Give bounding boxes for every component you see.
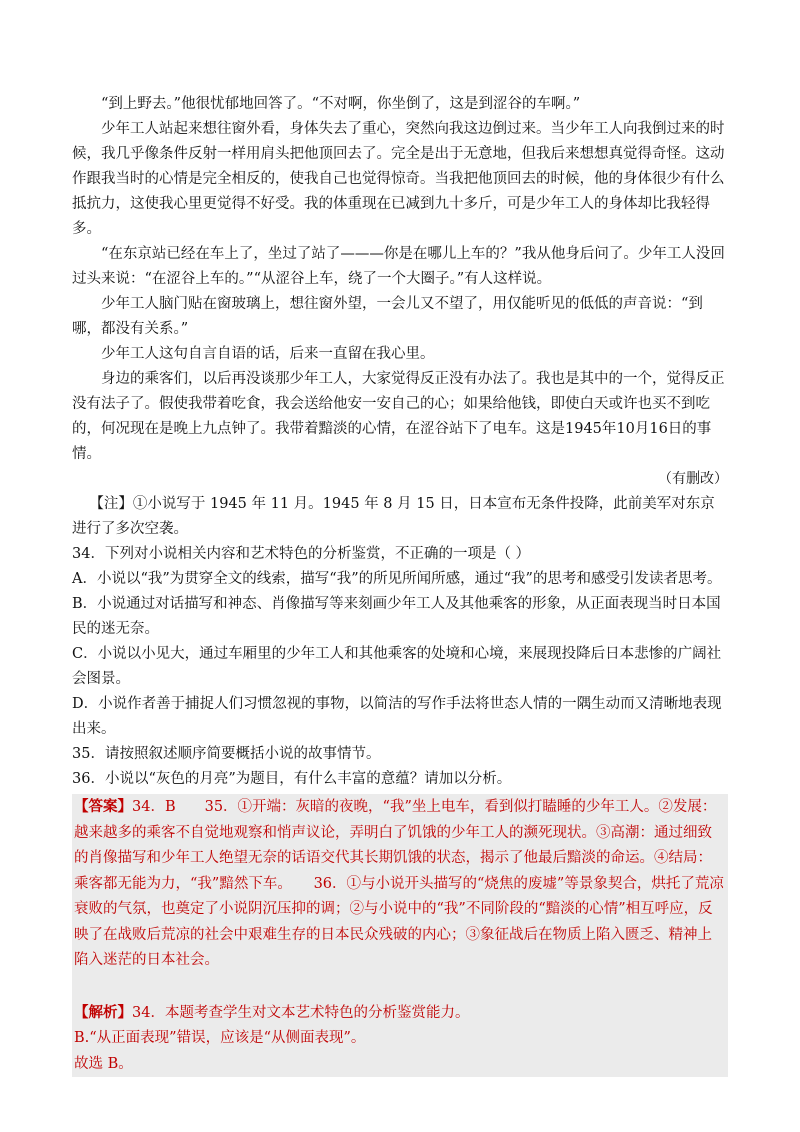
story-paragraph: 少年工人这句自言自语的话，后来一直留在我心里。 bbox=[101, 346, 435, 362]
story-paragraph: 少年工人站起来想往窗外看，身体失去了重心，突然向我这边倒过来。当少年工人向我倒过来的时候，我几乎像条件反射一样用肩头把他顶回去了。完全是出于无意地，但我后来想想真觉得奇怪。这动作跟我当时的心情是完全相反的，使我自己也觉得惊奇。当我把他顶回去的时候，他的身体很少有什么抵抗力，这使我心里更觉得不好受。我的体重现在已减到九十多斤，可是少年工人的身体却比我轻得多。 bbox=[72, 121, 725, 237]
story-paragraph: 少年工人脑门贴在窗玻璃上，想往窗外望，一会儿又不望了，用仅能听见的低低的声音说：“到哪，都没有关系。” bbox=[72, 296, 703, 337]
option-c: C．小说以小见大，通过车厢里的少年工人和其他乘客的处境和心境，来展现投降后日本悲惨的广阔社会图景。 bbox=[72, 646, 722, 687]
question-34: 34．下列对小说相关内容和艺术特色的分析鉴赏，不正确的一项是（ ） bbox=[72, 546, 531, 562]
analysis-line3: 故选 B。 bbox=[74, 1055, 133, 1072]
question-36: 36．小说以“灰色的月亮”为题目，有什么丰富的意蕴？请加以分析。 bbox=[72, 771, 512, 787]
option-d: D．小说作者善于捕捉人们习惯忽视的事物，以简洁的写作手法将世态人情的一隅生动而又清晰地表现出来。 bbox=[72, 696, 722, 737]
question-35: 35．请按照叙述顺序简要概括小说的故事情节。 bbox=[72, 746, 381, 762]
document-page bbox=[72, 92, 728, 1077]
option-a: A．小说以“我”为贯穿全文的线索，描写“我”的所见所闻所感，通过“我”的思考和感受引发读者思考。 bbox=[72, 571, 722, 587]
analysis-tag: 【解析】 bbox=[74, 1003, 132, 1021]
source-note: （有删改） bbox=[658, 471, 728, 487]
story-paragraph: 身边的乘客们，以后再没谈那少年工人，大家觉得反正没有办法了。我也是其中的一个，觉得反正没有法子了。假使我带着吃食，我会送给他安一安自己的心；如果给他钱，即使白天或许也买不到吃的，何况现在是晚上九点钟了。我带着黯淡的心情，在涩谷站下了电车。这是1945年10月16日的事情。 bbox=[72, 371, 725, 462]
analysis-line2: B.“从正面表现”错误，应该是“从侧面表现”。 bbox=[74, 1030, 366, 1046]
spacer bbox=[74, 974, 726, 1000]
analysis-line1: 34．本题考查学生对文本艺术特色的分析鉴赏能力。 bbox=[132, 1004, 470, 1021]
story-paragraph: “到上野去。”他很忧郁地回答了。“不对啊，你坐倒了，这是到涩谷的车啊。” bbox=[101, 96, 581, 112]
footnote: 【注】①小说写于 1945 年 11 月。1945 年 8 月 15 日，日本宣布无条件投降，此前美军对东京进行了多次空袭。 bbox=[72, 496, 715, 537]
answer-paragraph bbox=[74, 794, 726, 974]
solution-block bbox=[72, 794, 728, 1077]
option-b: B．小说通过对话描写和神态、肖像描写等来刻画少年工人及其他乘客的形象，从正面表现当时日本国民的迷无奈。 bbox=[72, 596, 721, 637]
answer-tag: 【答案】 bbox=[74, 798, 132, 815]
analysis-line bbox=[74, 1000, 726, 1027]
answer-text: 34．B 35．①开端：灰暗的夜晚，“我”坐上电车，看到似打瞌睡的少年工人。②发展：越来越多的乘客不自觉地观察和悄声议论，弄明白了饥饿的少年工人的濒死现状。③高潮：通过细致的肖像描写和少年工人绝望无奈的话语交代其长期饥饿的状态，揭示了他最后黯淡的命运。④结局：乘客都无能为力，“我”黯然下车。 36．①与小说开头描写的“烧焦的废墟”等景象契合，烘托了荒凉衰败的气氛，也奠定了小说阴沉压抑的调；②与小说中的“我”不同阶段的“黯淡的心情”相互呼应，反映了在战败后荒凉的社会中艰难生存的日本民众残破的内心；③象征战后在物质上陷入匮乏、精神上陷入迷茫的日本社会。 bbox=[74, 799, 724, 968]
story-paragraph: “在东京站已经在车上了，坐过了站了———你是在哪儿上车的？”我从他身后问了。少年工人没回过头来说：“在涩谷上车的。”“从涩谷上车，绕了一个大圈子。”有人这样说。 bbox=[72, 246, 725, 287]
